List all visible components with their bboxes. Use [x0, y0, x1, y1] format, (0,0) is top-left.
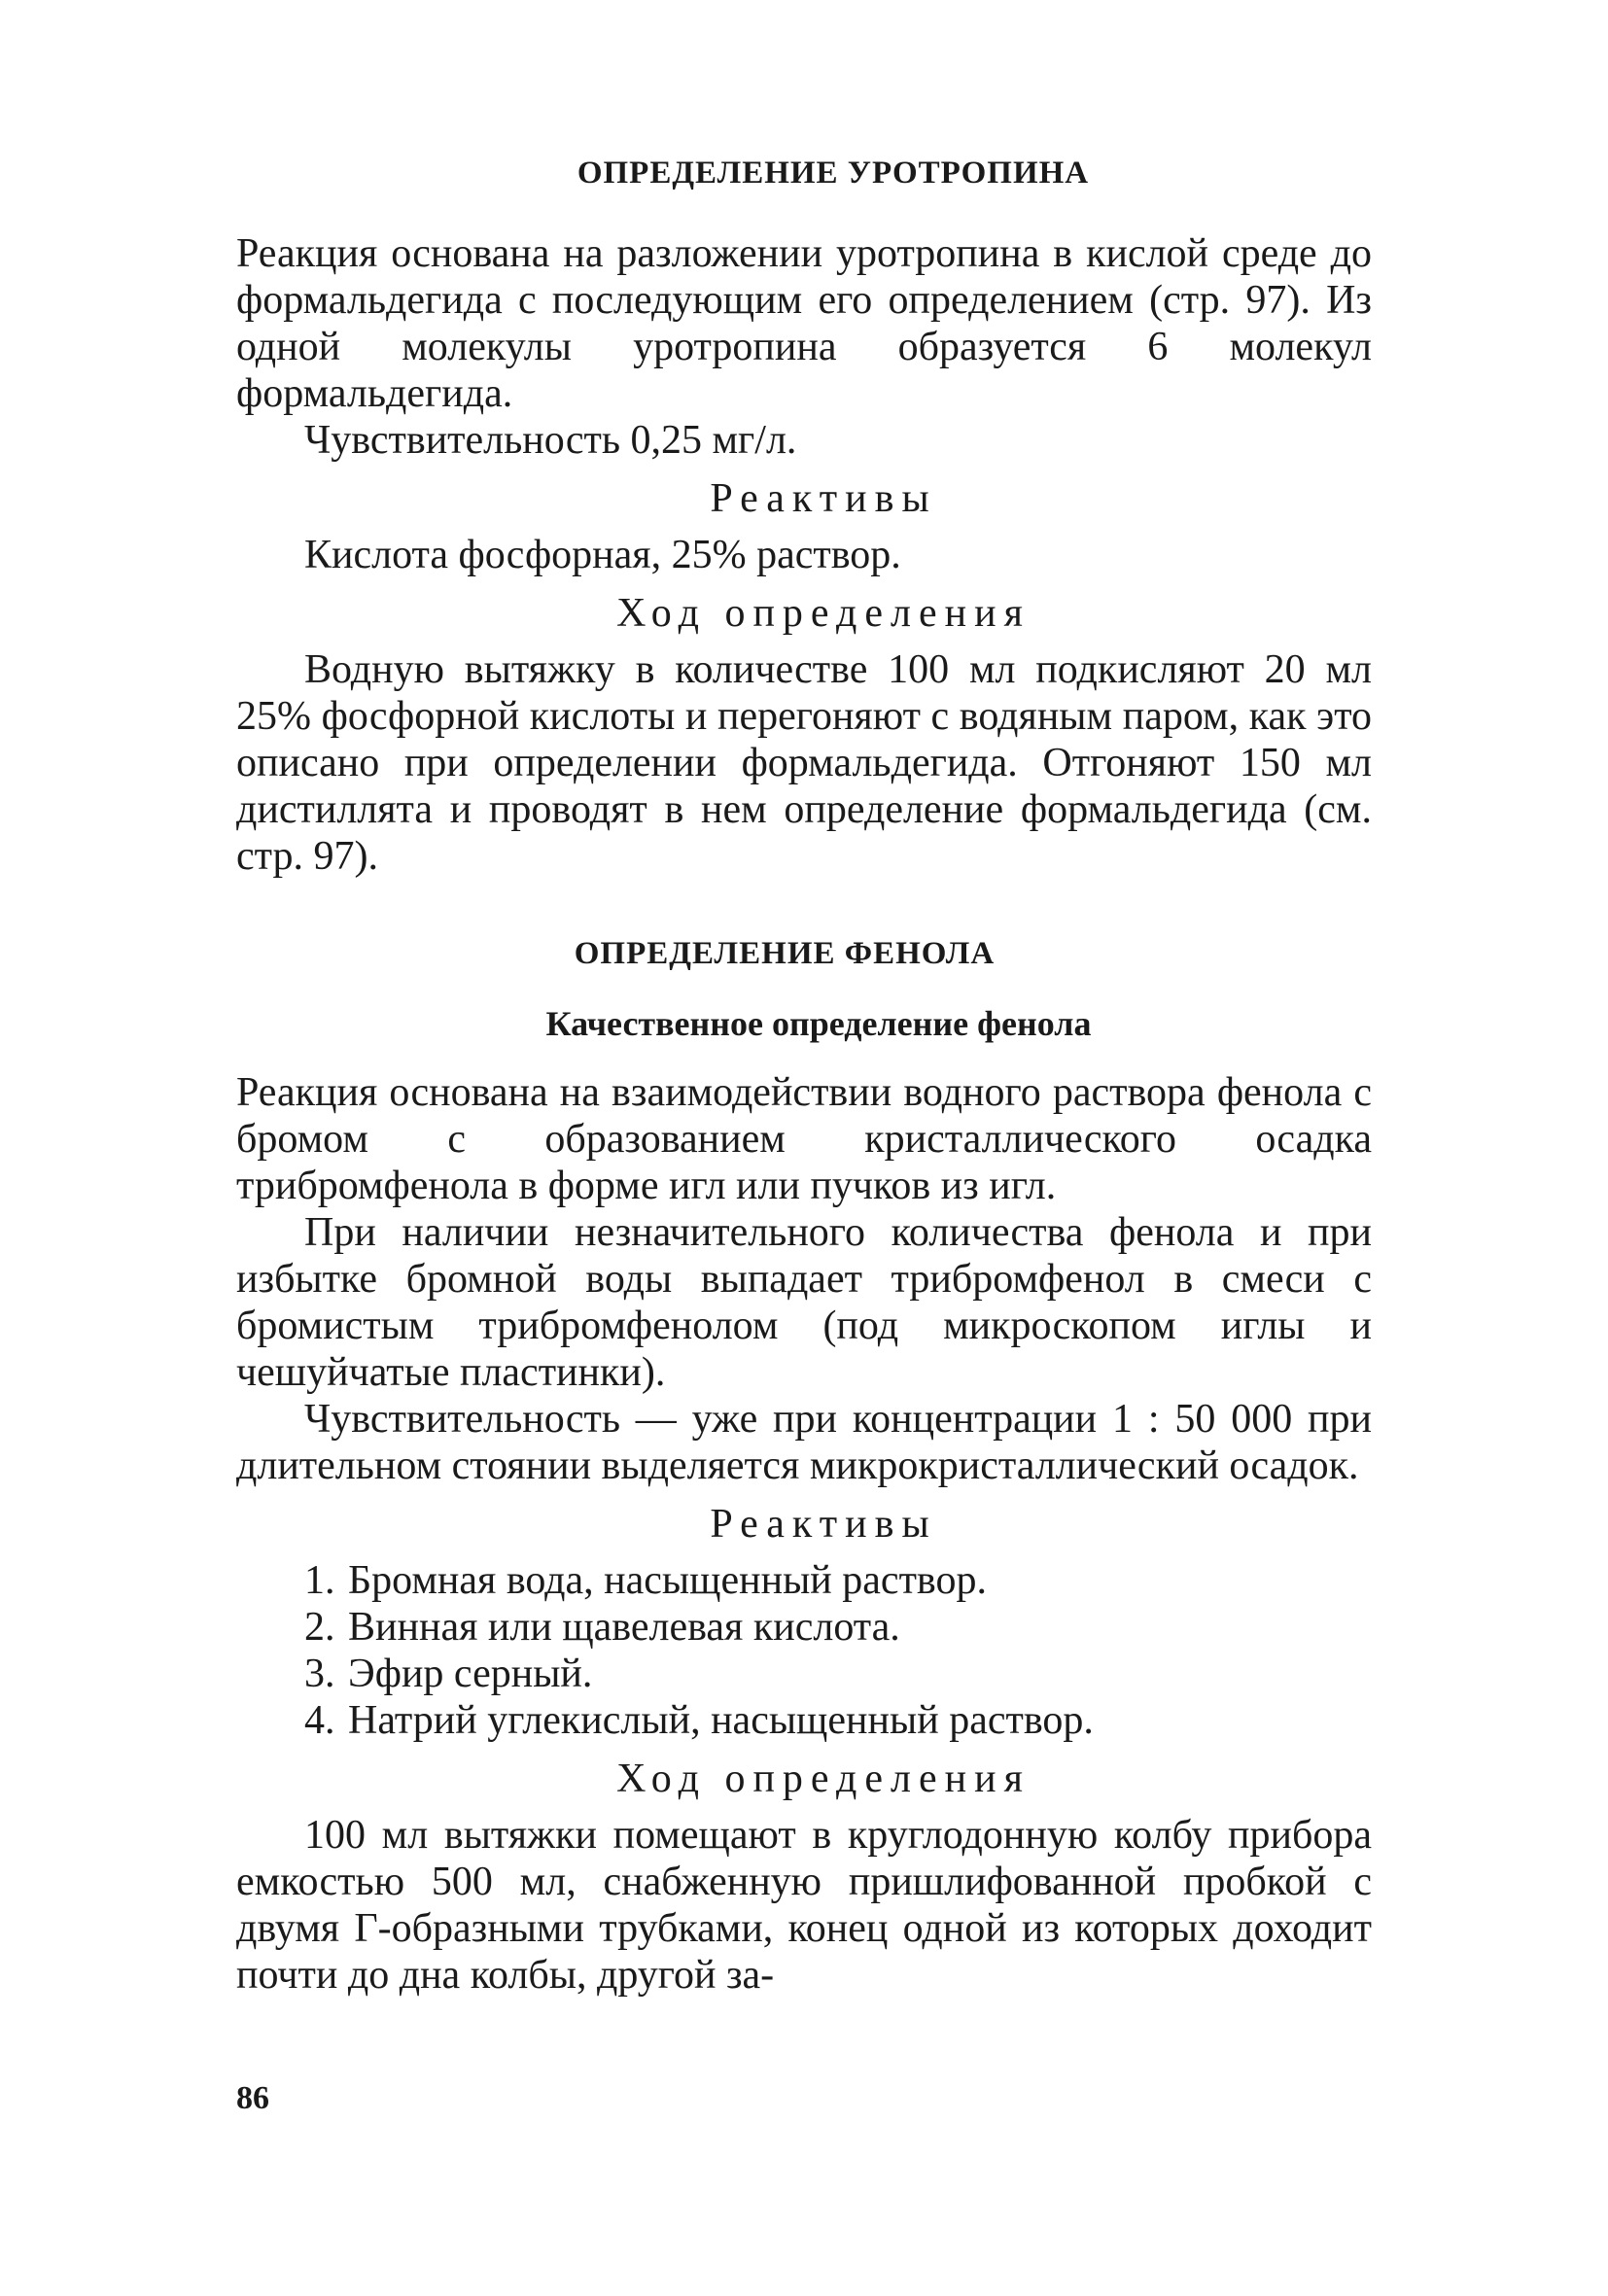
phenol-intro-paragraph: Реакция основана на взаимодействии водного раствора фенола с бромом с образованием кристаллического осадка трибромфенола в форме игл или пучков из игл.	[236, 1070, 1372, 1208]
list-item-number: 3.	[304, 1652, 335, 1696]
list-item-number: 2.	[304, 1605, 335, 1650]
urotropin-procedure-paragraph: Водную вытяжку в количестве 100 мл подкисляют 20 мл 25% фосфорной кислоты и перегоняют с водяным паром, как это описано при определении формальдегида. Отгоняют 150 мл дистиллята и проводят в нем определение формальдегида (см. стр. 97).	[236, 647, 1372, 879]
phenol-note-paragraph: При наличии незначительного количества фенола и при избытке бромной воды выпадает трибромфенол в смеси с бромистым трибромфенолом (под микроскопом иглы и чешуйчатые пластинки).	[236, 1210, 1372, 1395]
phenol-reagents-heading: Реактивы	[710, 1502, 937, 1547]
page-number: 86	[236, 2080, 269, 2116]
phenol-reagents-list	[236, 1557, 1372, 1744]
list-item-number: 4.	[304, 1698, 335, 1743]
phenol-procedure-heading: Ход определения	[616, 1757, 1031, 1801]
list-item-text: Бромная вода, насыщенный раствор.	[348, 1558, 987, 1603]
list-item	[304, 1697, 1372, 1744]
phenol-sensitivity-paragraph: Чувствительность — уже при концентрации 1 : 50 000 при длительном стоянии выделяется микрокристаллический осадок.	[236, 1397, 1372, 1488]
list-item-text: Эфир серный.	[348, 1652, 593, 1696]
phenol-subtitle: Качественное определение фенола	[545, 1004, 1092, 1043]
urotropin-sensitivity: Чувствительность 0,25 мг/л.	[304, 418, 797, 463]
document-page	[236, 156, 1372, 1999]
list-item	[304, 1557, 1372, 1604]
urotropin-procedure-heading: Ход определения	[616, 591, 1031, 636]
list-item	[304, 1651, 1372, 1697]
list-item	[304, 1604, 1372, 1651]
section-title-phenol: ОПРЕДЕЛЕНИЕ ФЕНОЛА	[574, 936, 996, 971]
phenol-procedure-paragraph: 100 мл вытяжки помещают в круглодонную колбу прибора емкостью 500 мл, снабженную пришлифованной пробкой с двумя Г-образными трубками, конец одной из которых доходит почти до дна колбы, другой за-	[236, 1813, 1372, 1998]
list-item-text: Натрий углекислый, насыщенный раствор.	[348, 1698, 1094, 1743]
urotropin-intro-paragraph: Реакция основана на разложении уротропина в кислой среде до формальдегида с последующим его определением (стр. 97). Из одной молекулы уротропина образуется 6 молекул формальдегида.	[236, 231, 1372, 416]
list-item-text: Винная или щавелевая кислота.	[348, 1605, 900, 1650]
section-title-urotropin: ОПРЕДЕЛЕНИЕ УРОТРОПИНА	[577, 156, 1090, 191]
urotropin-reagents-text: Кислота фосфорная, 25% раствор.	[304, 533, 901, 577]
list-item-number: 1.	[304, 1558, 335, 1603]
urotropin-reagents-heading: Реактивы	[710, 476, 937, 521]
